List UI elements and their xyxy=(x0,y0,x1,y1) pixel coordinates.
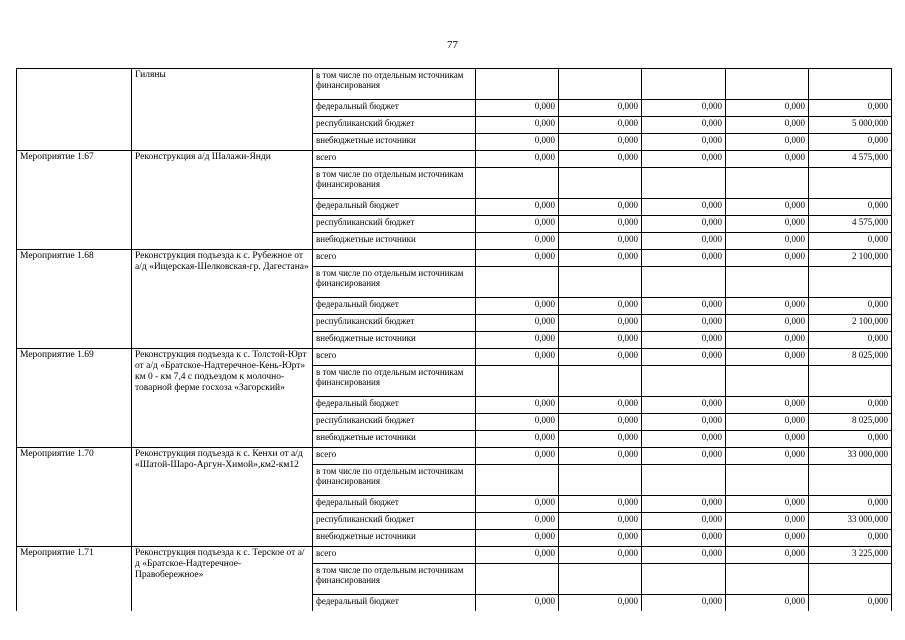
budget-table-body xyxy=(17,69,892,612)
amount-cell: 0,000 xyxy=(642,216,726,233)
amount-cell: 0,000 xyxy=(726,496,809,513)
amount-cell: 0,000 xyxy=(476,530,559,547)
amount-cell xyxy=(809,267,892,298)
amount-cell xyxy=(642,564,726,595)
funding-source-cell: внебюджетные источники xyxy=(313,530,476,547)
amount-cell: 0,000 xyxy=(642,134,726,151)
event-name-cell: Реконструкция подъезда к с. Рубежное от а/д «Ищерская-Шелковская-гр. Дагестана» xyxy=(132,250,313,349)
amount-cell: 0,000 xyxy=(559,134,642,151)
amount-cell: 0,000 xyxy=(642,431,726,448)
amount-cell xyxy=(642,69,726,100)
amount-cell: 0,000 xyxy=(726,100,809,117)
amount-cell: 0,000 xyxy=(476,448,559,465)
event-name-cell: Гиляны xyxy=(132,69,313,151)
amount-cell xyxy=(559,366,642,397)
event-id-cell: Мероприятие 1.68 xyxy=(17,250,132,349)
amount-cell: 0,000 xyxy=(642,397,726,414)
event-id-cell: Мероприятие 1.70 xyxy=(17,448,132,547)
funding-source-cell: федеральный бюджет xyxy=(313,595,476,612)
amount-cell: 0,000 xyxy=(476,397,559,414)
amount-cell xyxy=(559,69,642,100)
amount-cell: 0,000 xyxy=(476,431,559,448)
amount-cell: 0,000 xyxy=(642,233,726,250)
amount-cell: 0,000 xyxy=(726,332,809,349)
amount-cell xyxy=(642,465,726,496)
amount-cell: 0,000 xyxy=(559,530,642,547)
amount-cell: 0,000 xyxy=(559,414,642,431)
amount-cell: 0,000 xyxy=(726,431,809,448)
amount-cell: 0,000 xyxy=(726,250,809,267)
amount-cell: 0,000 xyxy=(476,332,559,349)
amount-cell: 0,000 xyxy=(476,233,559,250)
amount-cell: 0,000 xyxy=(726,117,809,134)
funding-source-cell: всего xyxy=(313,349,476,366)
amount-cell xyxy=(559,267,642,298)
amount-cell: 0,000 xyxy=(809,199,892,216)
event-id-cell xyxy=(17,69,132,151)
amount-cell: 0,000 xyxy=(642,496,726,513)
funding-source-cell: внебюджетные источники xyxy=(313,233,476,250)
amount-cell xyxy=(559,465,642,496)
amount-cell: 0,000 xyxy=(476,513,559,530)
event-name-cell: Реконструкция а/д Шалажи-Янди xyxy=(132,151,313,250)
amount-cell: 0,000 xyxy=(809,332,892,349)
amount-cell: 0,000 xyxy=(559,233,642,250)
amount-cell: 0,000 xyxy=(476,117,559,134)
funding-source-cell: республиканский бюджет xyxy=(313,117,476,134)
amount-cell xyxy=(476,267,559,298)
amount-cell: 0,000 xyxy=(726,349,809,366)
table-row xyxy=(17,349,892,366)
event-id-cell: Мероприятие 1.69 xyxy=(17,349,132,448)
amount-cell xyxy=(809,168,892,199)
funding-source-cell: внебюджетные источники xyxy=(313,332,476,349)
amount-cell: 0,000 xyxy=(642,117,726,134)
amount-cell: 0,000 xyxy=(809,595,892,612)
amount-cell: 0,000 xyxy=(809,496,892,513)
amount-cell: 0,000 xyxy=(642,414,726,431)
amount-cell: 0,000 xyxy=(476,414,559,431)
funding-source-cell: республиканский бюджет xyxy=(313,315,476,332)
funding-source-cell: всего xyxy=(313,151,476,168)
amount-cell: 4 575,000 xyxy=(809,151,892,168)
amount-cell: 0,000 xyxy=(726,530,809,547)
amount-cell: 0,000 xyxy=(642,547,726,564)
table-row xyxy=(17,448,892,465)
amount-cell: 0,000 xyxy=(809,134,892,151)
amount-cell xyxy=(726,366,809,397)
amount-cell: 0,000 xyxy=(476,100,559,117)
amount-cell: 0,000 xyxy=(476,595,559,612)
funding-source-cell: федеральный бюджет xyxy=(313,199,476,216)
amount-cell xyxy=(809,69,892,100)
amount-cell: 0,000 xyxy=(642,100,726,117)
amount-cell: 0,000 xyxy=(642,349,726,366)
amount-cell: 0,000 xyxy=(642,530,726,547)
amount-cell: 0,000 xyxy=(809,530,892,547)
funding-source-cell: внебюджетные источники xyxy=(313,431,476,448)
amount-cell: 0,000 xyxy=(559,448,642,465)
amount-cell: 0,000 xyxy=(559,298,642,315)
page-number: 77 xyxy=(447,39,458,51)
amount-cell xyxy=(642,366,726,397)
amount-cell: 0,000 xyxy=(476,298,559,315)
amount-cell xyxy=(726,168,809,199)
amount-cell: 0,000 xyxy=(476,151,559,168)
amount-cell: 0,000 xyxy=(559,349,642,366)
amount-cell: 0,000 xyxy=(809,233,892,250)
funding-source-cell: в том числе по отдельным источникам финансирования xyxy=(313,366,476,397)
amount-cell: 0,000 xyxy=(642,315,726,332)
amount-cell: 0,000 xyxy=(726,298,809,315)
funding-source-cell: всего xyxy=(313,547,476,564)
amount-cell xyxy=(476,564,559,595)
table-row xyxy=(17,69,892,100)
amount-cell xyxy=(809,465,892,496)
amount-cell: 0,000 xyxy=(809,431,892,448)
amount-cell xyxy=(726,465,809,496)
amount-cell: 0,000 xyxy=(476,250,559,267)
amount-cell: 0,000 xyxy=(559,216,642,233)
amount-cell xyxy=(809,366,892,397)
amount-cell xyxy=(726,267,809,298)
amount-cell xyxy=(559,168,642,199)
funding-source-cell: всего xyxy=(313,250,476,267)
amount-cell: 0,000 xyxy=(726,134,809,151)
amount-cell: 0,000 xyxy=(642,298,726,315)
amount-cell: 0,000 xyxy=(559,250,642,267)
amount-cell: 0,000 xyxy=(726,397,809,414)
amount-cell: 0,000 xyxy=(642,448,726,465)
amount-cell: 0,000 xyxy=(809,100,892,117)
amount-cell: 0,000 xyxy=(559,117,642,134)
funding-source-cell: в том числе по отдельным источникам финансирования xyxy=(313,69,476,100)
funding-source-cell: в том числе по отдельным источникам финансирования xyxy=(313,564,476,595)
event-id-cell: Мероприятие 1.71 xyxy=(17,547,132,612)
funding-source-cell: в том числе по отдельным источникам финансирования xyxy=(313,168,476,199)
amount-cell: 0,000 xyxy=(476,496,559,513)
amount-cell: 0,000 xyxy=(726,414,809,431)
event-name-cell: Реконструкция подъезда к с. Кенхи от а/д «Шатой-Шаро-Аргун-Химой»,км2-км12 xyxy=(132,448,313,547)
amount-cell: 0,000 xyxy=(559,332,642,349)
funding-source-cell: федеральный бюджет xyxy=(313,100,476,117)
funding-source-cell: федеральный бюджет xyxy=(313,397,476,414)
amount-cell xyxy=(642,168,726,199)
amount-cell: 2 100,000 xyxy=(809,315,892,332)
budget-table xyxy=(16,68,892,611)
funding-source-cell: внебюджетные источники xyxy=(313,134,476,151)
amount-cell: 0,000 xyxy=(726,315,809,332)
amount-cell: 3 225,000 xyxy=(809,547,892,564)
amount-cell: 0,000 xyxy=(809,298,892,315)
amount-cell: 0,000 xyxy=(559,547,642,564)
amount-cell: 0,000 xyxy=(476,216,559,233)
event-id-cell: Мероприятие 1.67 xyxy=(17,151,132,250)
table-row xyxy=(17,151,892,168)
table-row xyxy=(17,547,892,564)
amount-cell: 0,000 xyxy=(559,315,642,332)
amount-cell: 0,000 xyxy=(476,547,559,564)
amount-cell: 0,000 xyxy=(726,547,809,564)
funding-source-cell: федеральный бюджет xyxy=(313,496,476,513)
amount-cell xyxy=(726,69,809,100)
amount-cell xyxy=(476,69,559,100)
amount-cell: 0,000 xyxy=(726,199,809,216)
funding-source-cell: всего xyxy=(313,448,476,465)
amount-cell xyxy=(642,267,726,298)
amount-cell: 0,000 xyxy=(642,250,726,267)
amount-cell xyxy=(809,564,892,595)
amount-cell: 8 025,000 xyxy=(809,349,892,366)
amount-cell: 0,000 xyxy=(642,151,726,168)
amount-cell: 0,000 xyxy=(642,332,726,349)
amount-cell xyxy=(559,564,642,595)
amount-cell xyxy=(726,564,809,595)
amount-cell: 0,000 xyxy=(559,496,642,513)
event-name-cell: Реконструкция подъезда к с. Толстой-Юрт от а/д «Братское-Надтеречное-Кень-Юрт» км 0 - км 7,4 с подъездом к молочно-товарной ферме госхоза «Загорский» xyxy=(132,349,313,448)
funding-source-cell: республиканский бюджет xyxy=(313,513,476,530)
amount-cell: 4 575,000 xyxy=(809,216,892,233)
amount-cell: 0,000 xyxy=(642,199,726,216)
amount-cell: 0,000 xyxy=(559,595,642,612)
amount-cell: 0,000 xyxy=(559,513,642,530)
amount-cell: 0,000 xyxy=(726,513,809,530)
amount-cell: 0,000 xyxy=(726,233,809,250)
funding-source-cell: федеральный бюджет xyxy=(313,298,476,315)
amount-cell: 0,000 xyxy=(559,199,642,216)
amount-cell: 0,000 xyxy=(559,397,642,414)
amount-cell: 0,000 xyxy=(559,431,642,448)
amount-cell: 5 000,000 xyxy=(809,117,892,134)
amount-cell: 0,000 xyxy=(642,513,726,530)
amount-cell: 0,000 xyxy=(726,216,809,233)
amount-cell: 33 000,000 xyxy=(809,513,892,530)
amount-cell: 0,000 xyxy=(726,595,809,612)
amount-cell: 8 025,000 xyxy=(809,414,892,431)
amount-cell xyxy=(476,366,559,397)
amount-cell: 0,000 xyxy=(642,595,726,612)
event-name-cell: Реконструкция подъезда к с. Терское от а/д «Братское-Надтеречное-Правобережное» xyxy=(132,547,313,612)
amount-cell: 2 100,000 xyxy=(809,250,892,267)
amount-cell xyxy=(476,465,559,496)
amount-cell: 0,000 xyxy=(476,134,559,151)
amount-cell: 33 000,000 xyxy=(809,448,892,465)
amount-cell: 0,000 xyxy=(726,151,809,168)
amount-cell: 0,000 xyxy=(559,151,642,168)
amount-cell xyxy=(476,168,559,199)
amount-cell: 0,000 xyxy=(559,100,642,117)
funding-source-cell: в том числе по отдельным источникам финансирования xyxy=(313,465,476,496)
amount-cell: 0,000 xyxy=(476,349,559,366)
funding-source-cell: республиканский бюджет xyxy=(313,216,476,233)
amount-cell: 0,000 xyxy=(476,315,559,332)
funding-source-cell: республиканский бюджет xyxy=(313,414,476,431)
amount-cell: 0,000 xyxy=(476,199,559,216)
funding-source-cell: в том числе по отдельным источникам финансирования xyxy=(313,267,476,298)
table-row xyxy=(17,250,892,267)
amount-cell: 0,000 xyxy=(809,397,892,414)
amount-cell: 0,000 xyxy=(726,448,809,465)
